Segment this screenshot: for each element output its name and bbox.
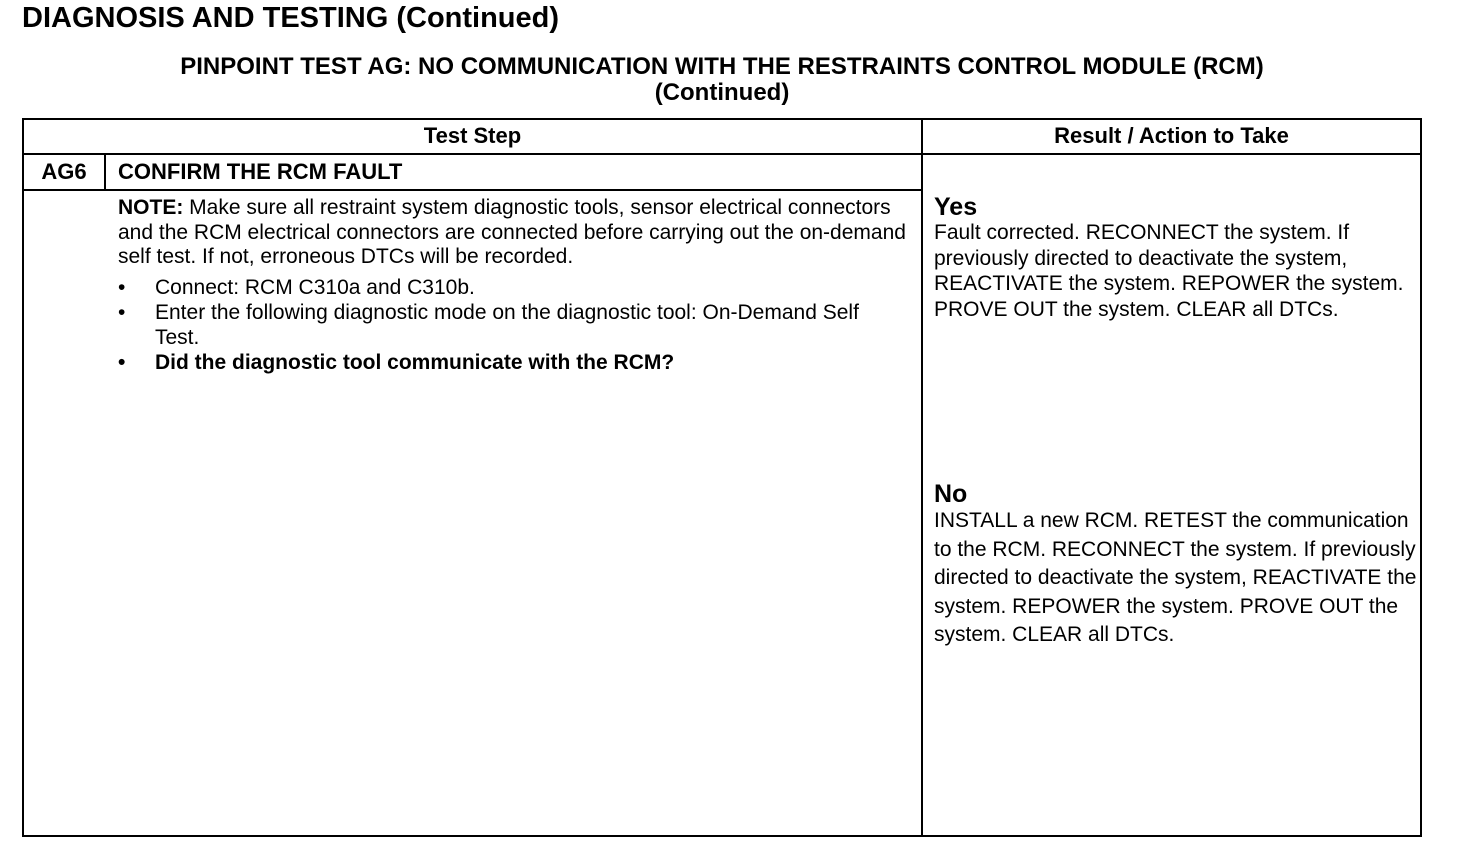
bullet-icon: • [118,275,126,299]
column-header-test-step: Test Step [423,123,522,148]
bullet-icon: • [118,301,126,324]
result-yes [934,194,1420,322]
list-item [118,276,908,301]
step-title-divider [22,189,922,191]
list-item-text: Enter the following diagnostic mode on the diagnostic tool: On-Demand Self Test. [155,301,859,349]
page-title: DIAGNOSIS AND TESTING (Continued) [22,2,560,34]
step-actions-list [118,276,908,376]
list-item-text: Connect: RCM C310a and C310b. [155,275,475,299]
step-title: CONFIRM THE RCM FAULT [118,159,403,184]
list-item-text: Did the diagnostic tool communicate with the RCM? [155,351,675,374]
step-id: AG6 [41,159,87,184]
list-item [118,301,908,350]
pinpoint-test-title [22,54,1422,106]
pinpoint-test-title-line: PINPOINT TEST AG: NO COMMUNICATION WITH THE RESTRAINTS CONTROL MODULE (RCM) [180,53,1264,80]
pinpoint-test-title-continued: (Continued) [654,79,790,106]
result-no-label: No [934,480,968,508]
result-yes-label: Yes [934,193,978,221]
column-header-result: Result / Action to Take [1054,123,1289,148]
result-yes-text: Fault corrected. RECONNECT the system. If previously directed to deactivate the system, REACTIVATE the system. REPOWER the system. PROVE OUT the system. CLEAR all DTCs. [934,221,1404,321]
note-text: Make sure all restraint system diagnostic tools, sensor electrical connectors and the RCM electrical connectors are connected before carrying out the on-demand self test. If not, erroneous DTCs will be recorded. [118,196,906,268]
step-note [118,196,908,270]
bullet-icon: • [118,351,126,374]
step-id-divider [104,154,106,190]
result-no-text: INSTALL a new RCM. RETEST the communication to the RCM. RECONNECT the system. If previously directed to deactivate the system, REACTIVATE the system. REPOWER the system. PROVE OUT the system. CLEAR all DTCs. [934,509,1417,647]
result-no [934,481,1420,650]
column-divider [921,118,923,837]
note-label: NOTE: [118,196,184,219]
list-item-question [118,351,908,376]
step-body [118,196,908,377]
